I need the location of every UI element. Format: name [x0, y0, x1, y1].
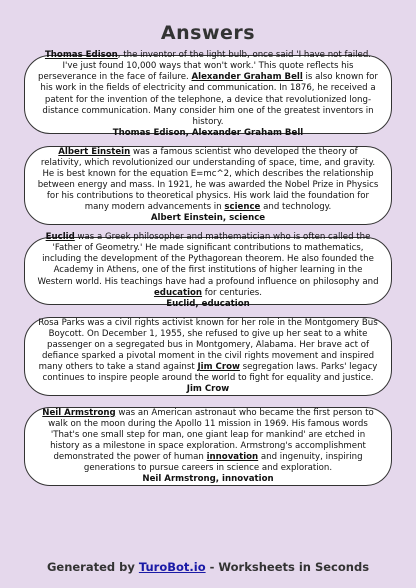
- answer-keyword: Alexander Graham Bell: [191, 72, 303, 83]
- answer-card: [24, 50, 392, 138]
- answer-keyword: Albert Einstein: [58, 146, 131, 157]
- answer-keyword: education: [153, 287, 203, 298]
- brand-link[interactable]: TuroBot.io: [138, 560, 206, 574]
- page-title: Answers: [160, 22, 256, 44]
- passage-text: was a Greek philosopher and mathematician who is often called the 'Father of Geometry.' He made significant contributions to mathematics, including the development of the Pythagorean theorem. He also founded the Academy in Athens, one of the first institutions of higher learning in the Western world. His teachings have had a profound influence on philosophy and: [37, 232, 379, 287]
- card-passage: [37, 232, 379, 299]
- passage-text: and technology.: [260, 202, 332, 213]
- answer-keyword: science: [224, 202, 261, 213]
- answer-card: [24, 317, 392, 396]
- passage-text: is also known for his work in the fields of electricity and communication. In 1876, he received a patent for the invention of the telephone, a device that revolutionized long-distance communication. Many consider him one of the greatest inventors in history.: [40, 72, 378, 127]
- answer-keyword: Neil Armstrong: [42, 407, 116, 418]
- answer-keyword: Euclid: [45, 232, 75, 243]
- passage-text: for centuries.: [202, 287, 263, 298]
- footer: [0, 560, 416, 574]
- answer-keyword: innovation: [206, 452, 259, 463]
- answer-line: Neil Armstrong, innovation: [142, 474, 274, 485]
- passage-text: was an American astronaut who became the first person to walk on the moon during the Apollo 11 mission in 1969. His famous words 'That's one small step for man, one giant leap for mankind' are etched in history as a milestone in space exploration. Armstrong's accomplishment demonstrated the power of human: [48, 407, 374, 463]
- answer-keyword: Jim Crow: [197, 362, 240, 373]
- card-passage: [37, 318, 379, 385]
- footer-suffix: - Worksheets in Seconds: [205, 560, 370, 574]
- answer-keyword: Thomas Edison: [44, 50, 118, 61]
- answer-card: [24, 232, 392, 309]
- passage-text: Rosa Parks was a civil rights activist known for her role in the Montgomery Bus Boycott. On December 1, 1955, she refused to give up her seat to a white passenger on a segregated bus in Montgomery, Alabama. Her brave act of defiance sparked a pivotal moment in the civil rights movement and inspired many others to take a stand against: [38, 317, 378, 373]
- card-passage: [37, 50, 379, 128]
- answer-line: Euclid, education: [166, 298, 250, 309]
- passage-text: was a famous scientist who developed the theory of relativity, which revolutionized our understanding of space, time, and gravity. He is best known for the equation E=mc^2, which describes the relationship between energy and mass. In 1921, he was awarded the Nobel Prize in Physics for his contributions to theoretical physics. His work laid the foundation for many modern advancements in: [37, 146, 379, 213]
- answer-card: [24, 407, 392, 486]
- passage-text: and ingenuity, inspiring generations to pursue careers in science and exploration.: [83, 452, 363, 474]
- card-passage: [37, 408, 379, 475]
- footer-prefix: Generated by: [46, 560, 139, 574]
- answer-line: Albert Einstein, science: [150, 213, 266, 224]
- answer-line: Thomas Edison, Alexander Graham Bell: [112, 127, 304, 138]
- card-passage: [37, 147, 379, 214]
- passage-text: segregation laws. Parks' legacy continues to inspire people around the world to fight for equality and justice.: [42, 362, 378, 384]
- answer-card: [24, 146, 392, 225]
- answer-line: Jim Crow: [186, 384, 230, 395]
- passage-text: , the inventor of the light bulb, once said 'I have not failed. I've just found 10,000 ways that won't work.' This quote reflects his perseverance in the face of failure.: [38, 50, 372, 83]
